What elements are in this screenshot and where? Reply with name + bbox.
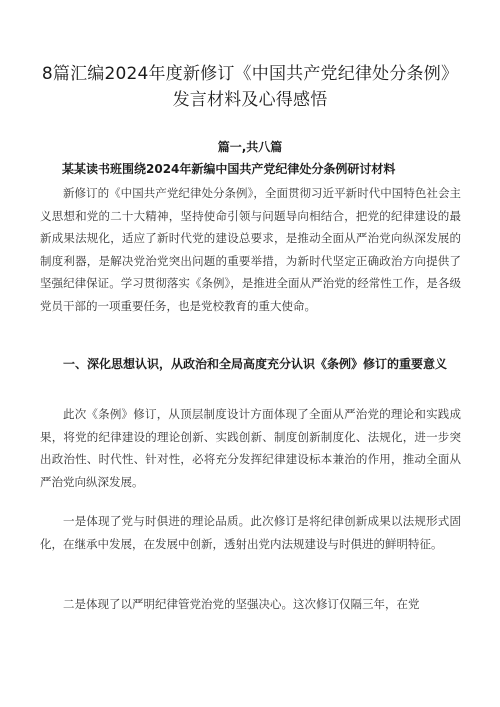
paragraph-point-1: 一是体现了党与时俱进的理论品质。此次修订是将纪律创新成果以法规形式固化，在继承中发展，在发展中创新，透射出党内法规建设与时俱进的鲜明特征。 <box>40 514 461 551</box>
paragraph-intro: 新修订的《中国共产党纪律处分条例》，全面贯彻习近平新时代中国特色社会主义思想和党的二十大精神，坚持使命引领与问题导向相结合，把党的纪律建设的最新成果法规化，适应了新时代党的建设总要求，是推动全面从严治党向纵深发展的制度利器，是解决党治党突出问题的重要举措，为新时代坚定正确政治方向提供了坚强纪律保证。学习贯彻落实《条例》，是推进全面从严治党的经常性工作，是各级党员干部的一项重要任务，也是党校教育的重大使命。 <box>40 186 461 313</box>
document-title-line-1: 8篇汇编2024年度新修订《中国共产党纪律处分条例》 <box>41 64 459 84</box>
paragraph-revision: 此次《条例》修订，从顶层制度设计方面体现了全面从严治党的理论和实践成果，将党的纪律建设的理论创新、实践创新、制度创新制度化、法规化，进一步突出政治性、时代性、针对性，必将充分发挥纪律建设标本兼治的作用，推动全面从严治党向纵深发展。 <box>40 407 461 489</box>
heading-section-1: 一、深化思想认识，从政治和全局高度充分认识《条例》修订的重要意义 <box>63 357 448 371</box>
section-label: 篇一,共八篇 <box>217 140 283 154</box>
document-title-line-2: 发言材料及心得感悟 <box>172 90 328 110</box>
paragraph-point-2: 二是体现了以严明纪律管党治党的坚强决心。这次修订仅隔三年，在党 <box>63 597 420 611</box>
article-title: 某某读书班围绕2024年新编中国共产党纪律处分条例研讨材料 <box>62 162 396 176</box>
